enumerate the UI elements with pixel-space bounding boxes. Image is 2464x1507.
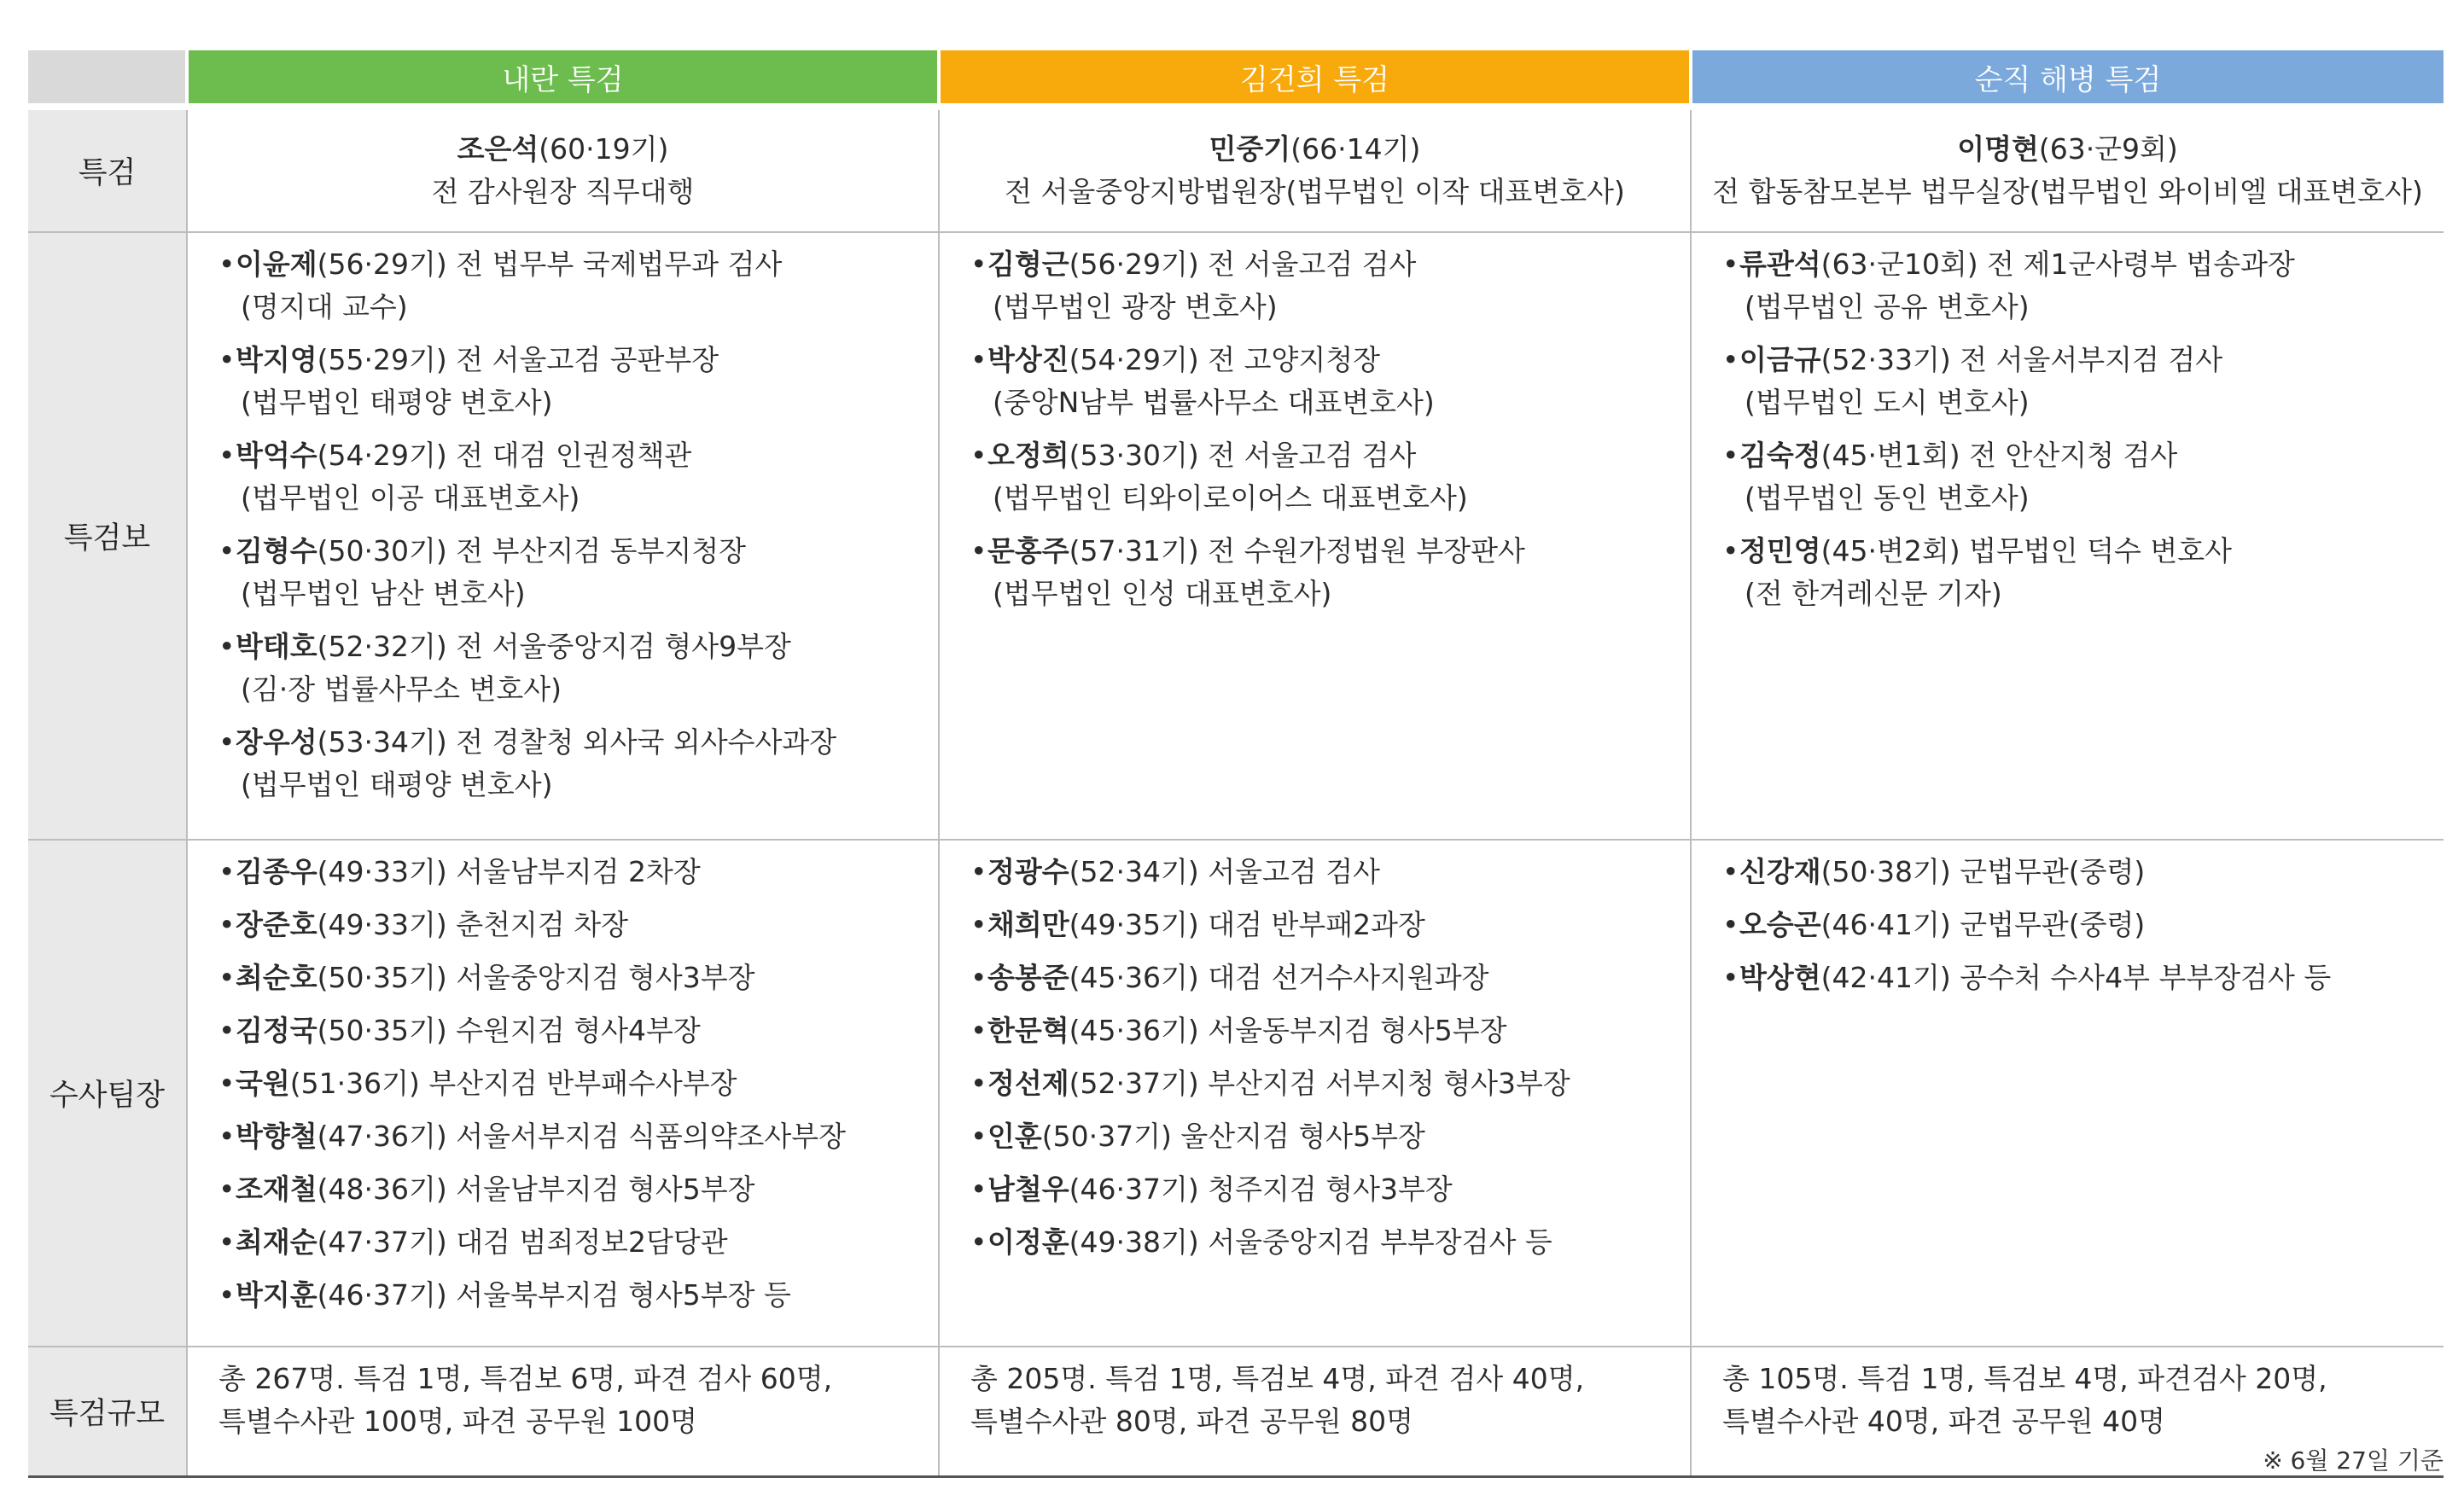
person-name: 정광수 (987, 855, 1069, 888)
bullet-icon: • (970, 1014, 987, 1047)
team-leader-entry (218, 851, 929, 893)
person-career: (49·33기) 춘천지검 차장 (317, 908, 628, 941)
assistant-entry (218, 243, 929, 329)
team-leader-entry (218, 1062, 929, 1105)
team-leader-entry (218, 1274, 929, 1317)
person-name: 채희만 (987, 908, 1069, 941)
person-name: 박지훈 (236, 1278, 317, 1312)
team-leader-entry (218, 1010, 929, 1052)
size-line: 총 105명. 특검 1명, 특검보 4명, 파견검사 20명, (1722, 1362, 2327, 1395)
person-current-position: (전 한겨레신문 기자) (1745, 577, 2002, 610)
team-leader-entry (970, 1168, 1681, 1211)
team-leader-entry (1722, 904, 2435, 946)
assistant-entry (218, 625, 929, 711)
footnote-date: ※ 6월 27일 기준 (2263, 1446, 2444, 1475)
person-career: (53·30기) 전 서울고검 검사 (1069, 439, 1417, 472)
person-name: 김종우 (236, 855, 317, 888)
assistant-entry (1722, 434, 2435, 520)
assistant-entry (218, 721, 929, 806)
person-name: 조재철 (236, 1172, 317, 1206)
size-line: 총 267명. 특검 1명, 특검보 6명, 파견 검사 60명, (218, 1362, 833, 1395)
person-name: 국원 (236, 1067, 290, 1100)
person-name: 박향철 (236, 1120, 317, 1153)
team-leader-entry (1722, 957, 2435, 999)
size-line: 특별수사관 100명, 파견 공무원 100명 (218, 1405, 697, 1438)
person-career: (47·37기) 대검 범죄정보2담당관 (317, 1225, 728, 1259)
person-career: (51·36기) 부산지검 반부패수사부장 (289, 1067, 737, 1100)
person-name: 이윤제 (236, 247, 317, 281)
person-current-position: (법무법인 이공 대표변호사) (241, 481, 580, 515)
bullet-icon: • (218, 1014, 236, 1047)
bullet-icon: • (1722, 439, 1739, 472)
team-leader-entry (970, 904, 1681, 946)
person-career: (57·31기) 전 수원가정법원 부장판사 (1069, 534, 1525, 567)
team-cell-3 (1691, 840, 2444, 1347)
bullet-icon: • (218, 908, 236, 941)
person-career: (49·35기) 대검 반부패2과장 (1069, 908, 1425, 941)
assistant-entry (970, 434, 1681, 520)
person-career: (46·37기) 청주지검 형사3부장 (1069, 1172, 1453, 1206)
person-current-position: (법무법인 남산 변호사) (241, 577, 526, 610)
person-career: (54·29기) 전 고양지청장 (1069, 343, 1380, 376)
chief-name: 이명현 (1957, 132, 2039, 166)
chief-meta: (60·19기) (539, 132, 669, 166)
size-cell-1 (187, 1347, 939, 1477)
person-career: (56·29기) 전 서울고검 검사 (1069, 247, 1417, 281)
bullet-icon: • (970, 1225, 987, 1259)
team-leader-entry (970, 851, 1681, 893)
bullet-icon: • (218, 1172, 236, 1206)
team-cell-2 (939, 840, 1691, 1347)
bullet-icon: • (218, 343, 236, 376)
person-career: (63·군10회) 전 제1군사령부 법송과장 (1820, 247, 2295, 281)
person-career: (52·37기) 부산지검 서부지청 형사3부장 (1069, 1067, 1570, 1100)
person-name: 김정국 (236, 1014, 317, 1047)
person-career: (46·37기) 서울북부지검 형사5부장 등 (317, 1278, 791, 1312)
person-name: 최재순 (236, 1225, 317, 1259)
row-label-team: 수사팀장 (28, 840, 187, 1347)
row-label-assistant: 특검보 (28, 232, 187, 840)
person-career: (45·36기) 서울동부지검 형사5부장 (1069, 1014, 1507, 1047)
bullet-icon: • (970, 1067, 987, 1100)
team-leader-entry (218, 904, 929, 946)
bullet-icon: • (970, 1120, 987, 1153)
bullet-icon: • (970, 439, 987, 472)
size-line: 특별수사관 40명, 파견 공무원 40명 (1722, 1405, 2165, 1438)
person-name: 오정희 (987, 439, 1069, 472)
person-current-position: (법무법인 인성 대표변호사) (993, 577, 1332, 610)
bullet-icon: • (970, 247, 987, 281)
person-career: (49·38기) 서울중앙지검 부부장검사 등 (1069, 1225, 1552, 1259)
assistant-entry (1722, 243, 2435, 329)
person-name: 최순호 (236, 961, 317, 994)
header-marine-counsel: 순직 해병 특검 (1691, 50, 2444, 103)
size-cell-2 (939, 1347, 1691, 1477)
bullet-icon: • (1722, 961, 1739, 994)
team-cell-1 (187, 840, 939, 1347)
chief-cell-2 (939, 110, 1691, 232)
assist-cell-1 (187, 232, 939, 840)
person-name: 김숙정 (1739, 439, 1821, 472)
person-career: (42·41기) 공수처 수사4부 부부장검사 등 (1820, 961, 2332, 994)
person-career: (45·36기) 대검 선거수사지원과장 (1069, 961, 1489, 994)
team-leader-entry (970, 1062, 1681, 1105)
person-current-position: (김·장 법률사무소 변호사) (241, 672, 562, 706)
person-name: 오승곤 (1739, 908, 1821, 941)
bullet-icon: • (218, 961, 236, 994)
assistant-entry (218, 530, 929, 615)
person-current-position: (법무법인 티와이로이어스 대표변호사) (993, 481, 1468, 515)
team-leader-entry (218, 1168, 929, 1211)
team-leader-entry (970, 957, 1681, 999)
bullet-icon: • (1722, 534, 1739, 567)
row-counsel-size (28, 1347, 2444, 1477)
person-name: 정민영 (1739, 534, 1821, 567)
person-current-position: (법무법인 태평양 변호사) (241, 386, 553, 419)
person-current-position: (중앙N남부 법률사무소 대표변호사) (993, 386, 1435, 419)
person-name: 문홍주 (987, 534, 1069, 567)
assistant-entry (218, 339, 929, 424)
chief-desc: 전 서울중앙지방법원장(법무법인 이작 대표변호사) (1005, 175, 1625, 208)
person-name: 박상진 (987, 343, 1069, 376)
bullet-icon: • (218, 855, 236, 888)
special-counsel-table (28, 50, 2444, 1478)
person-current-position: (명지대 교수) (241, 290, 408, 323)
assistant-entry (970, 339, 1681, 424)
bullet-icon: • (218, 439, 236, 472)
row-chief-counsel (28, 110, 2444, 232)
person-name: 박태호 (236, 630, 317, 663)
person-name: 송봉준 (987, 961, 1069, 994)
assistant-entry (218, 434, 929, 520)
person-career: (50·37기) 울산지검 형사5부장 (1041, 1120, 1425, 1153)
person-name: 류관석 (1739, 247, 1821, 281)
row-team-leaders (28, 840, 2444, 1347)
bullet-icon: • (1722, 855, 1739, 888)
person-name: 박억수 (236, 439, 317, 472)
assistant-entry (970, 243, 1681, 329)
person-career: (52·34기) 서울고검 검사 (1069, 855, 1380, 888)
chief-meta: (63·군9회) (2038, 132, 2178, 166)
person-name: 정선제 (987, 1067, 1069, 1100)
bullet-icon: • (218, 1225, 236, 1259)
person-name: 신강재 (1739, 855, 1821, 888)
bullet-icon: • (218, 1278, 236, 1312)
person-career: (54·29기) 전 대검 인권정책관 (317, 439, 692, 472)
chief-desc: 전 합동참모본부 법무실장(법무법인 와이비엘 대표변호사) (1712, 175, 2423, 208)
team-leader-entry (218, 957, 929, 999)
person-career: (52·32기) 전 서울중앙지검 형사9부장 (317, 630, 791, 663)
bullet-icon: • (970, 961, 987, 994)
person-career: (47·36기) 서울서부지검 식품의약조사부장 (317, 1120, 847, 1153)
size-line: 총 205명. 특검 1명, 특검보 4명, 파견 검사 40명, (970, 1362, 1585, 1395)
person-name: 이정훈 (987, 1225, 1069, 1259)
bullet-icon: • (1722, 908, 1739, 941)
bullet-icon: • (218, 534, 236, 567)
bullet-icon: • (218, 725, 236, 759)
person-career: (46·41기) 군법무관(중령) (1820, 908, 2146, 941)
person-current-position: (법무법인 공유 변호사) (1745, 290, 2030, 323)
person-name: 장우성 (236, 725, 317, 759)
bullet-icon: • (970, 343, 987, 376)
person-career: (50·35기) 수원지검 형사4부장 (317, 1014, 701, 1047)
person-name: 남철우 (987, 1172, 1069, 1206)
person-name: 박상현 (1739, 961, 1821, 994)
person-name: 장준호 (236, 908, 317, 941)
person-name: 인훈 (987, 1120, 1042, 1153)
header-kimkeonhee-counsel: 김건희 특검 (939, 50, 1691, 103)
person-career: (50·38기) 군법무관(중령) (1820, 855, 2146, 888)
person-career: (45·변2회) 법무법인 덕수 변호사 (1820, 534, 2232, 567)
header-insurrection-counsel: 내란 특검 (187, 50, 939, 103)
person-career: (48·36기) 서울남부지검 형사5부장 (317, 1172, 755, 1206)
team-leader-entry (1722, 851, 2435, 893)
person-career: (55·29기) 전 서울고검 공판부장 (317, 343, 719, 376)
chief-meta: (66·14기) (1290, 132, 1421, 166)
assistant-entry (1722, 530, 2435, 615)
bullet-icon: • (218, 1120, 236, 1153)
person-career: (50·30기) 전 부산지검 동부지청장 (317, 534, 746, 567)
assist-cell-3 (1691, 232, 2444, 840)
person-name: 김형수 (236, 534, 317, 567)
person-current-position: (법무법인 도시 변호사) (1745, 386, 2030, 419)
person-career: (56·29기) 전 법무부 국제법무과 검사 (317, 247, 783, 281)
row-label-chief: 특검 (28, 110, 187, 232)
person-current-position: (법무법인 동인 변호사) (1745, 481, 2030, 515)
person-current-position: (법무법인 광장 변호사) (993, 290, 1278, 323)
bullet-icon: • (218, 630, 236, 663)
person-career: (53·34기) 전 경찰청 외사국 외사수사과장 (317, 725, 837, 759)
header-blank-cell (28, 50, 187, 103)
bullet-icon: • (970, 855, 987, 888)
bullet-icon: • (218, 247, 236, 281)
person-career: (52·33기) 전 서울서부지검 검사 (1820, 343, 2223, 376)
chief-name: 조은석 (457, 132, 539, 166)
bullet-icon: • (970, 908, 987, 941)
row-assistant-counsel (28, 232, 2444, 840)
bullet-icon: • (970, 1172, 987, 1206)
row-label-size: 특검규모 (28, 1347, 187, 1477)
person-name: 김형근 (987, 247, 1069, 281)
team-leader-entry (970, 1115, 1681, 1158)
person-name: 박지영 (236, 343, 317, 376)
chief-cell-1 (187, 110, 939, 232)
bullet-icon: • (1722, 247, 1739, 281)
assistant-entry (970, 530, 1681, 615)
assistant-entry (1722, 339, 2435, 424)
bullet-icon: • (1722, 343, 1739, 376)
chief-desc: 전 감사원장 직무대행 (431, 175, 695, 208)
size-line: 특별수사관 80명, 파견 공무원 80명 (970, 1405, 1413, 1438)
team-leader-entry (970, 1221, 1681, 1264)
assist-cell-2 (939, 232, 1691, 840)
person-career: (45·변1회) 전 안산지청 검사 (1820, 439, 2178, 472)
chief-name: 민중기 (1209, 132, 1291, 166)
bullet-icon: • (970, 534, 987, 567)
team-leader-entry (970, 1010, 1681, 1052)
person-name: 이금규 (1739, 343, 1821, 376)
person-career: (49·33기) 서울남부지검 2차장 (317, 855, 701, 888)
chief-cell-3 (1691, 110, 2444, 232)
person-current-position: (법무법인 태평양 변호사) (241, 768, 553, 801)
bullet-icon: • (218, 1067, 236, 1100)
team-leader-entry (218, 1221, 929, 1264)
person-career: (50·35기) 서울중앙지검 형사3부장 (317, 961, 755, 994)
person-name: 한문혁 (987, 1014, 1069, 1047)
team-leader-entry (218, 1115, 929, 1158)
